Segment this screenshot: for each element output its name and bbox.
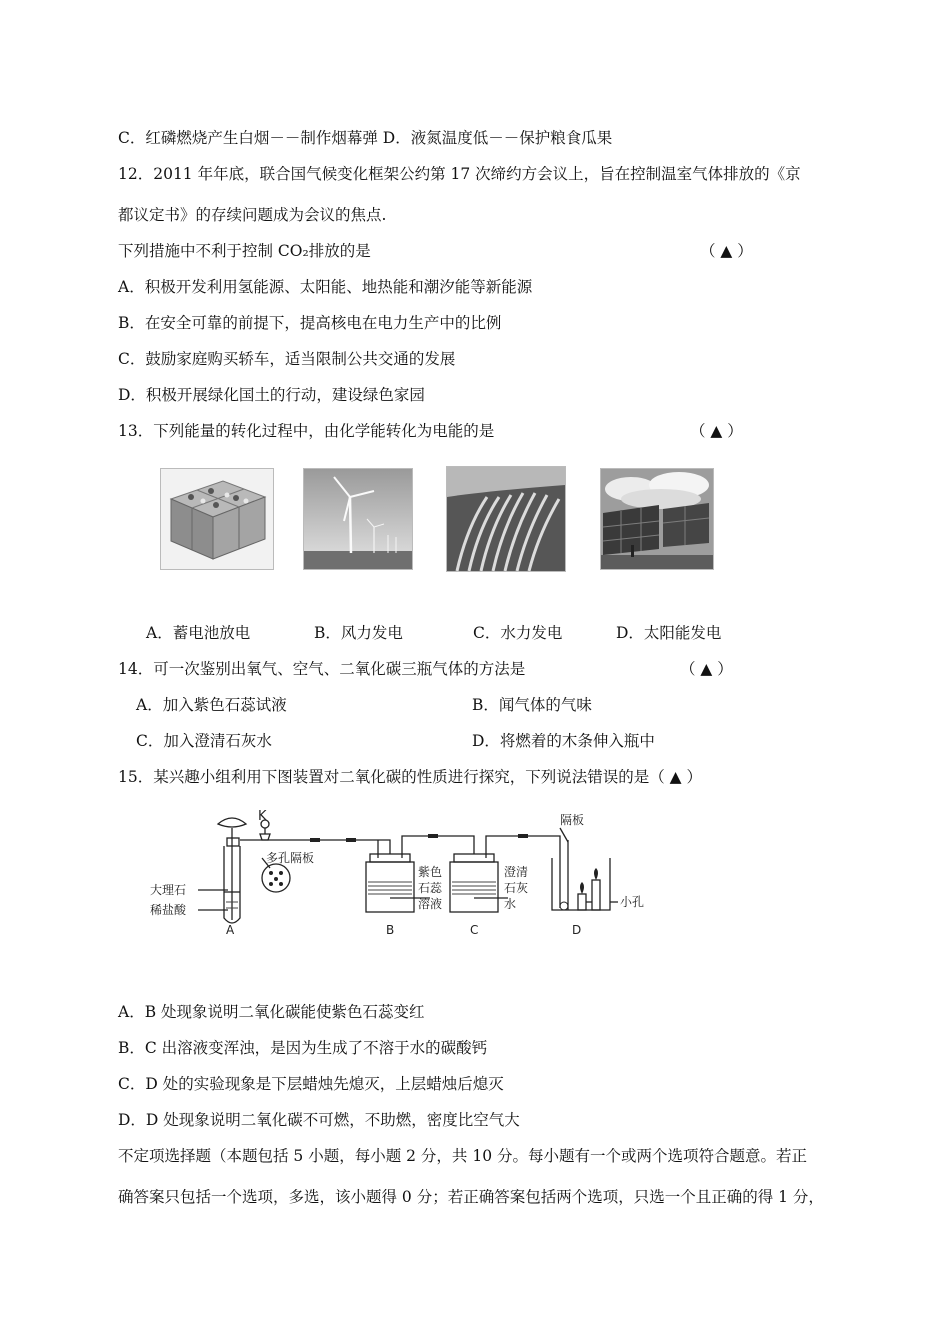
q12-stem-line2: 都议定书》的存续问题成为会议的焦点. — [118, 206, 387, 224]
section-intro-line2: 确答案只包括一个选项，多选，该小题得 0 分；若正确答案包括两个选项，只选一个且正确的得 1 分， — [118, 1188, 824, 1206]
q14-option-d: D．将燃着的木条伸入瓶中 — [472, 732, 655, 750]
litmus-label-3: 溶液 — [418, 897, 443, 911]
limewater-label-2: 石灰 — [504, 881, 529, 895]
q13-answer-mark: （ ▲ ） — [690, 422, 743, 440]
q13-option-b: B．风力发电 — [314, 624, 403, 642]
q13-option-d: D．太阳能发电 — [616, 624, 722, 642]
litmus-label-2: 石蕊 — [418, 881, 443, 895]
station-c-label: C — [470, 923, 479, 937]
acid-label: 稀盐酸 — [150, 903, 187, 917]
q15-option-a: A．B 处现象说明二氧化碳能使紫色石蕊变红 — [118, 1003, 425, 1021]
q12-option-d: D．积极开展绿化国土的行动，建设绿色家园 — [118, 386, 425, 404]
litmus-label-1: 紫色 — [418, 865, 443, 879]
station-a-label: A — [226, 923, 235, 937]
valve-label: K — [258, 809, 267, 824]
q14-option-c: C．加入澄清石灰水 — [136, 732, 272, 750]
q13-option-a: A．蓄电池放电 — [146, 624, 251, 642]
wind-turbine-photo — [303, 468, 413, 570]
station-b-label: B — [386, 923, 395, 937]
q12-answer-mark: （ ▲ ） — [700, 242, 753, 260]
q12-option-a: A．积极开发利用氢能源、太阳能、地热能和潮汐能等新能源 — [118, 278, 533, 296]
solar-panel-photo — [600, 468, 714, 570]
divider-label: 隔板 — [560, 813, 585, 827]
limewater-label-3: 水 — [504, 897, 517, 911]
q12-stem-line1: 12．2011 年年底，联合国气候变化框架公约第 17 次缔约方会议上，旨在控制温室气体排放的《京 — [118, 165, 801, 183]
q15-option-d: D．D 处现象说明二氧化碳不可燃，不助燃，密度比空气大 — [118, 1111, 520, 1129]
q13-stem: 13．下列能量的转化过程中，由化学能转化为电能的是 — [118, 422, 495, 440]
porous-plate-label: 多孔隔板 — [266, 851, 315, 865]
q11-options-c-d: C．红磷燃烧产生白烟－－制作烟幕弹 D．液氮温度低－－保护粮食瓜果 — [118, 129, 613, 147]
hole-label: 小孔 — [620, 895, 645, 909]
station-d-label: D — [572, 923, 582, 937]
q14-answer-mark: （ ▲ ） — [680, 660, 733, 678]
marble-label: 大理石 — [150, 883, 187, 897]
section-intro-line1: 不定项选择题（本题包括 5 小题，每小题 2 分，共 10 分。每小题有一个或两个选项符合题意。若正 — [118, 1147, 808, 1165]
q12-question: 下列措施中不利于控制 CO₂排放的是 — [118, 242, 371, 260]
q15-option-b: B．C 出溶液变浑浊，是因为生成了不溶于水的碳酸钙 — [118, 1039, 488, 1057]
q12-option-b: B．在安全可靠的前提下，提高核电在电力生产中的比例 — [118, 314, 502, 332]
hydro-photo — [446, 466, 566, 572]
q14-option-a: A．加入紫色石蕊试液 — [136, 696, 287, 714]
q12-option-c: C．鼓励家庭购买轿车，适当限制公共交通的发展 — [118, 350, 456, 368]
q14-stem: 14．可一次鉴别出氧气、空气、二氧化碳三瓶气体的方法是 — [118, 660, 526, 678]
q15-option-c: C．D 处的实验现象是下层蜡烛先熄灭，上层蜡烛后熄灭 — [118, 1075, 504, 1093]
limewater-label-1: 澄清 — [504, 865, 529, 879]
battery-photo — [160, 468, 274, 570]
q15-stem: 15．某兴趣小组利用下图装置对二氧化碳的性质进行探究，下列说法错误的是（ ▲ ） — [118, 768, 702, 786]
co2-apparatus-diagram — [140, 809, 645, 940]
q13-option-c: C．水力发电 — [473, 624, 563, 642]
q14-option-b: B．闻气体的气味 — [472, 696, 592, 714]
